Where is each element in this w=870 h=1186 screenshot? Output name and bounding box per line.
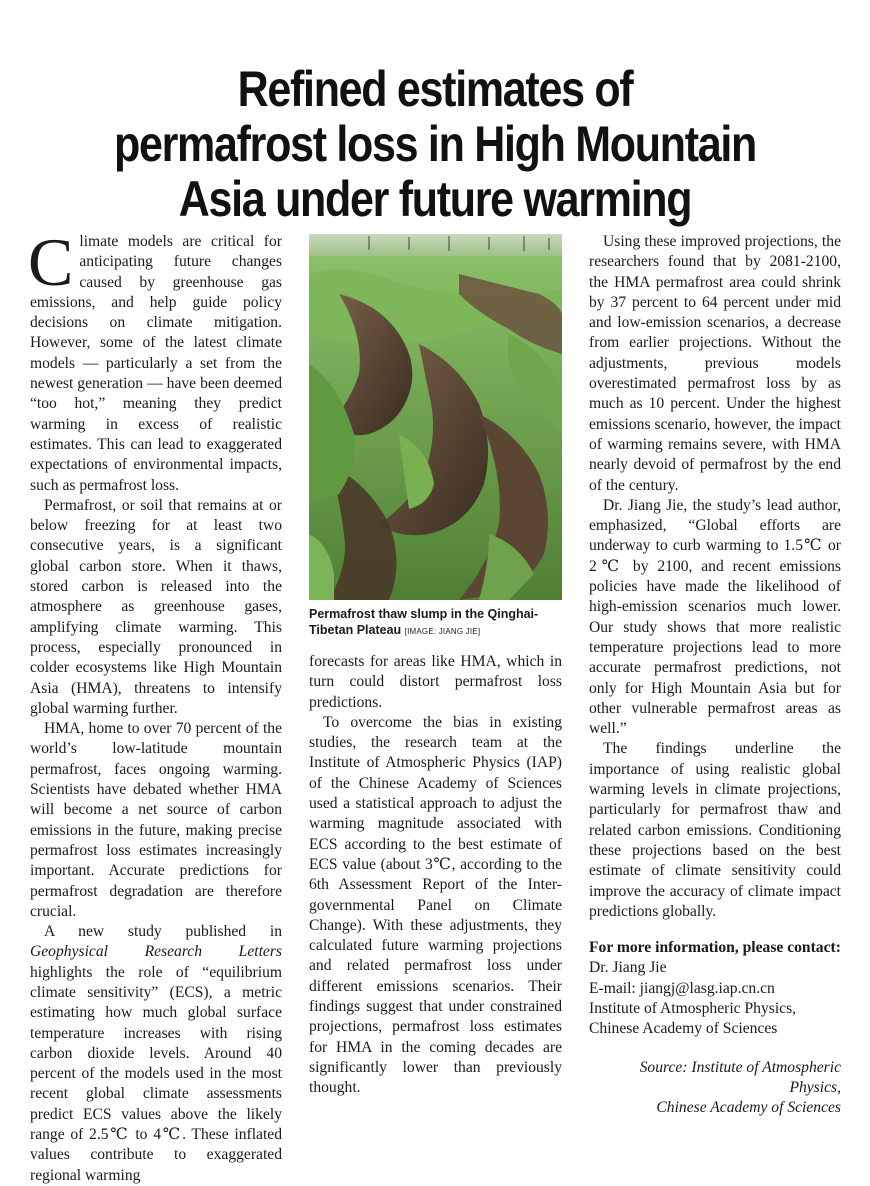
photo-credit: [IMAGE: JIANG JIE] [404,627,481,636]
drop-cap: C [28,224,74,300]
contact-institute: Institute of Atmospheric Physics, [589,999,797,1017]
paragraph-4-rest: highlights the role of “equilibrium climate sensitivity” (ECS), a metric estimating how much global surface temperature increases with rising carbon dioxide levels. Around 40 percent of the models used in the most recent global climate assessments predict ECS values above the likely range of 2.5℃ to 4℃. These inflated values contribute to exaggerated regional warming [30,963,282,1184]
paragraph-5: forecasts for areas like HMA, which in turn could distort permafrost loss predictions. [309,653,562,711]
paragraph-2: Permafrost, or soil that remains at or below freezing for at least two consecutive years, is a significant global carbon store. When it thaws, stored carbon is released into the atmosphere as greenhouse gases, amplifying climate warming. This process, especially pronounced in colder ecosystems like High Mountain Asia (HMA), threatens to intensify global warming further. [30,496,282,717]
headline [61,62,809,227]
journal-name: Geophysical Research Letters [30,943,282,961]
photo-caption [309,606,562,640]
source-line-1: Source: Institute of Atmospheric Physics, [639,1058,841,1096]
column-2 [309,234,562,1099]
paragraph-7: Using these improved projections, the researchers found that by 2081-2100, the HMA permafrost area could shrink by 37 percent to 64 percent under mid and low-emission scenarios, a decrease from earlier projections. Without the adjustments, previous models overestimated permafrost loss by as much as 10 percent. Under the highest emissions scenario, however, the impact of warming remains severe, with HMA nearly devoid of permafrost by the end of the century. [589,233,841,494]
contact-block [589,938,841,1039]
paragraph-1-text: limate models are critical for anticipating future changes caused by greenhouse gas emissions, and help guide policy decisions on climate mitigation. However, some of the latest climate models — particularly a set from the newest generation — have been deemed “too hot,” meaning they predict warming in excess of realistic estimates. This can lead to exaggerated expectations of environmental impacts, such as permafrost loss. [30,233,282,494]
caption-text: Permafrost thaw slump in the Qinghai-Tibetan Plateau [309,607,539,637]
permafrost-photo [309,234,562,600]
source-line-2: Chinese Academy of Sciences [656,1099,841,1117]
source-credit [589,1058,841,1119]
paragraph-intro [28,224,282,496]
paragraph-6: To overcome the bias in existing studies, the research team at the Institute of Atmospheric Physics (IAP) of the Chinese Academy of Sciences used a statistical approach to adjust the warming magnitude associated with ECS according to the best estimate of ECS value (about 3℃, according to the 6th Assessment Report of the Inter-governmental Panel on Climate Change). With these adjustments, they calculated future warming projections and related permafrost loss under different emissions scenarios. Their findings suggest that under constrained projections, permafrost loss estimates for HMA in the coming decades are significantly lower than previously thought. [309,713,562,1097]
paragraph-8: Dr. Jiang Jie, the study’s lead author, emphasized, “Global efforts are underway to curb warming to 1.5℃ or 2℃ by 2100, and recent emissions policies have made the likelihood of high-emission scenarios much lower. Our study shows that more realistic temperature projections lead to more accurate permafrost predictions, not only for High Mountain Asia but for other vulnerable permafrost areas as well.” [589,496,841,738]
contact-email: E-mail: jiangj@lasg.iap.cn.cn [589,979,775,997]
headline-line-1: Refined estimates of [237,60,633,117]
headline-line-3: Asia under future warming [178,170,692,227]
contact-academy: Chinese Academy of Sciences [589,1020,778,1038]
paragraph-3: HMA, home to over 70 percent of the world’s low-latitude mountain permafrost, faces ongoing warming. Scientists have debated whether HMA will become a net source of carbon emissions in the future, making precise permafrost loss estimates increasingly important. Accurate predictions for permafrost degradation are therefore crucial. [30,720,282,920]
paragraph-4-lead: A new study published in [44,923,282,941]
paragraph-9: The findings underline the importance of using realistic global warming levels in climate projections, particularly for permafrost thaw and related carbon emissions. Conditioning these projections based on the best estimate of climate sensitivity could improve the accuracy of climate impact predictions globally. [589,740,841,920]
contact-name: Dr. Jiang Jie [589,959,667,977]
column-3 [589,232,841,1118]
contact-heading: For more information, please contact: [589,939,841,957]
headline-line-2: permafrost loss in High Mountain [114,115,756,172]
paragraph-4 [30,922,282,1186]
thaw-slump-illustration [309,234,562,600]
column-1 [28,224,282,1186]
